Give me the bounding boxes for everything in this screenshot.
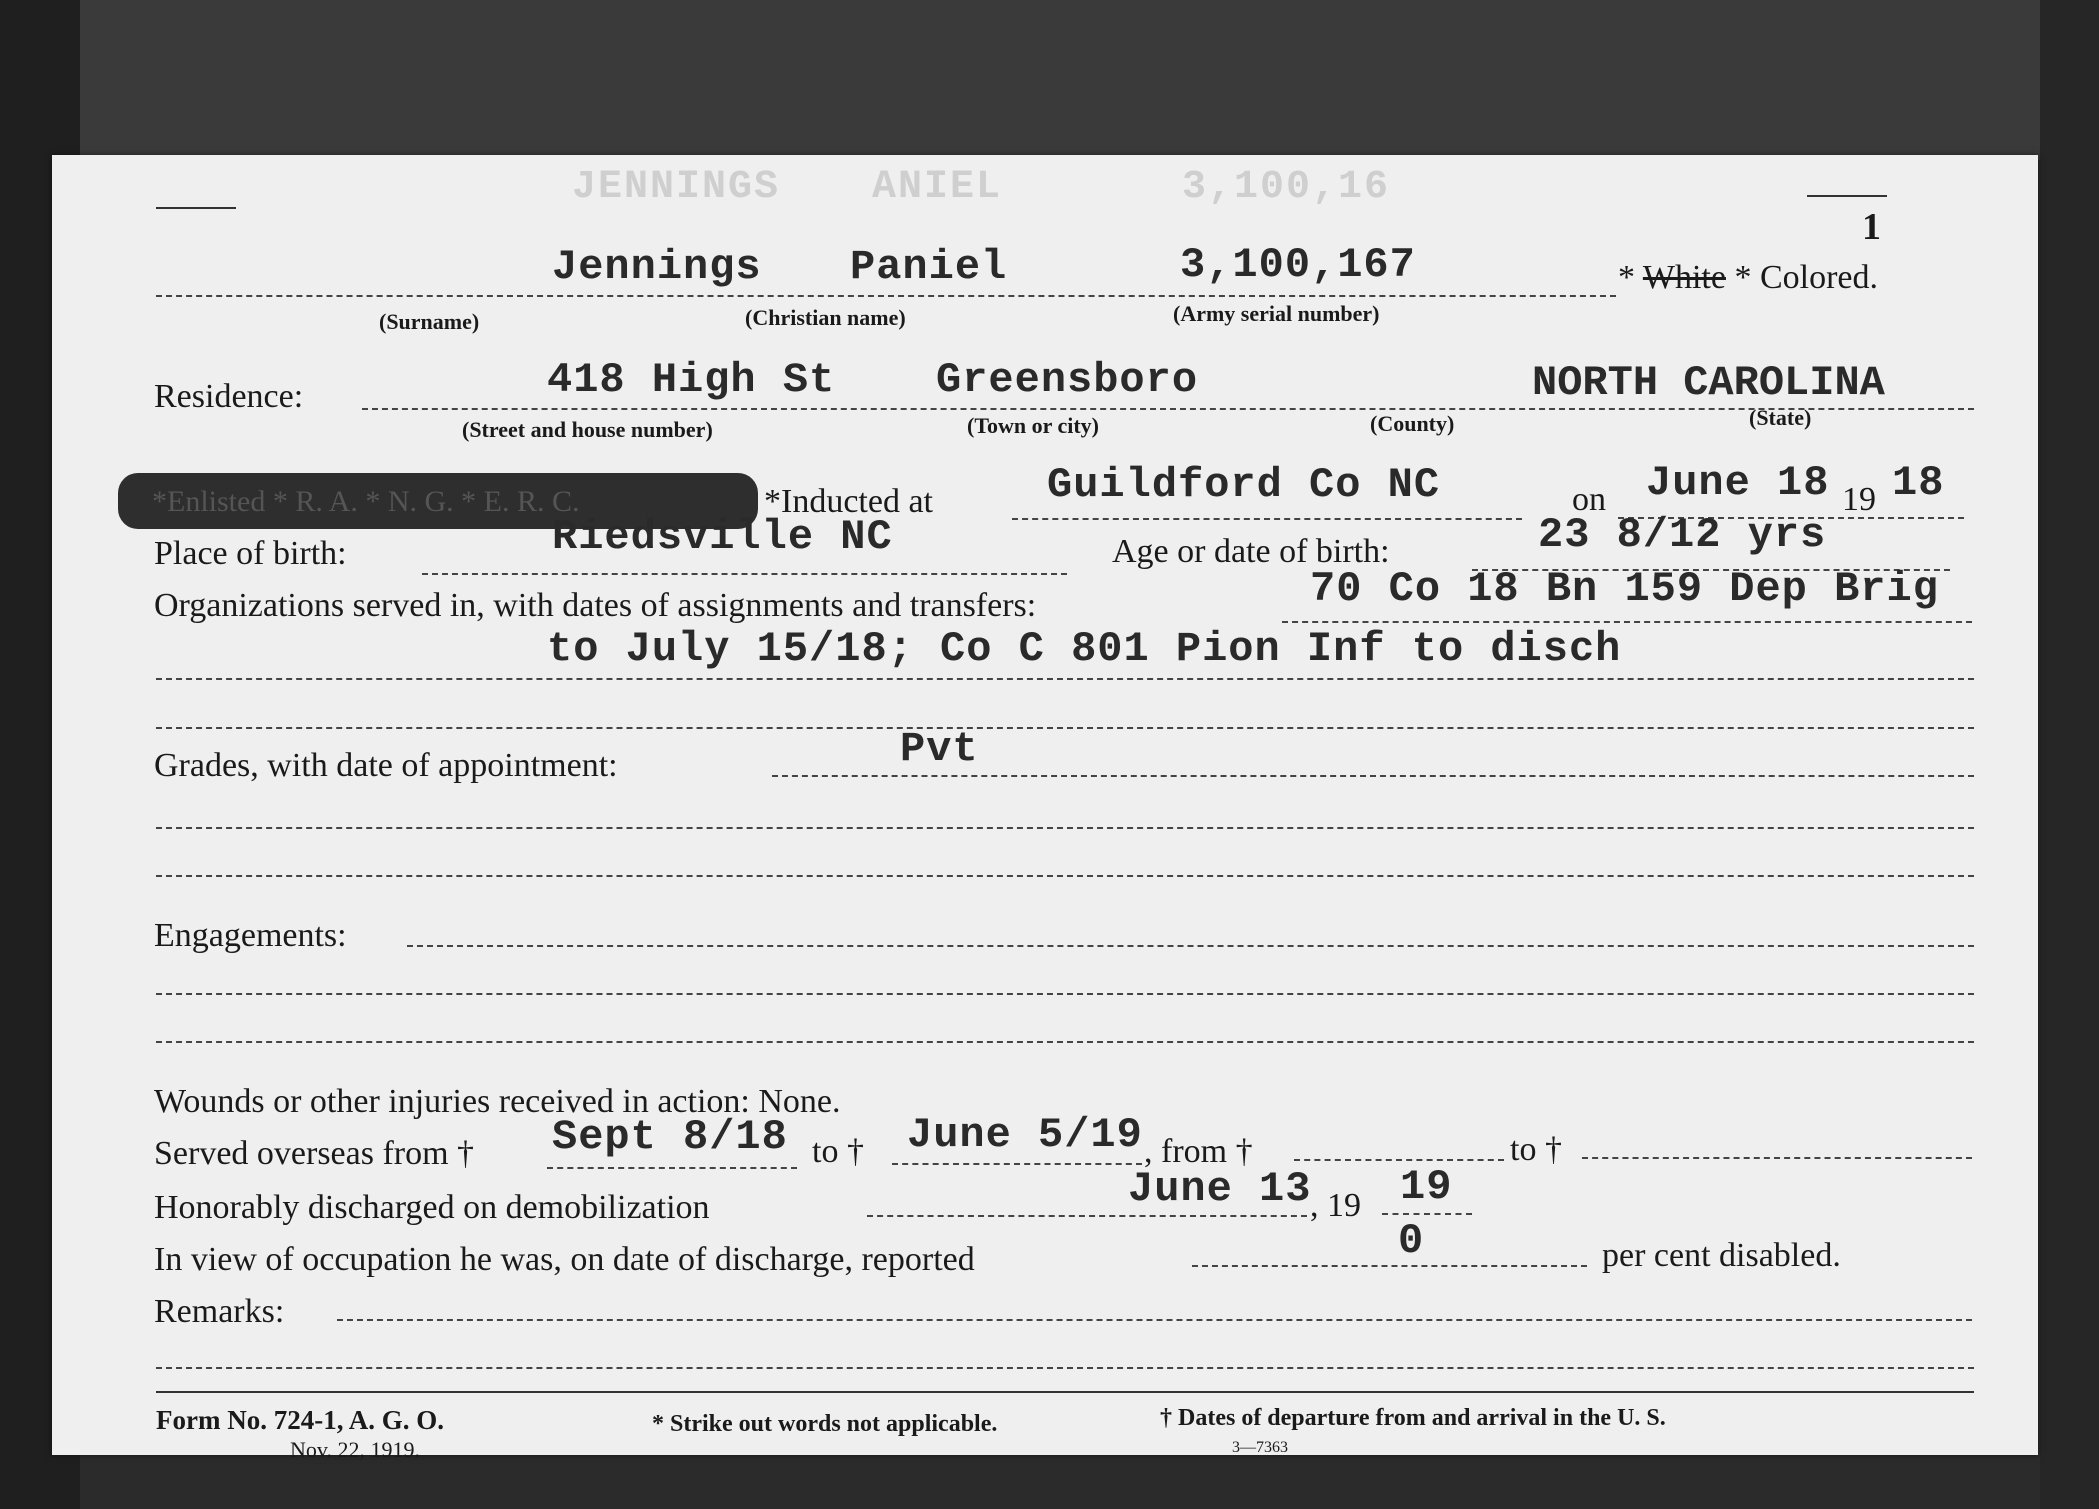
form-date: Nov. 22, 1919. xyxy=(290,1437,420,1462)
overseas-to-label: to † xyxy=(812,1133,864,1170)
form-number: Form No. 724-1, A. G. O. xyxy=(156,1405,444,1435)
grades-line1 xyxy=(772,775,1974,777)
disability-line xyxy=(1192,1265,1587,1267)
inducted-date: June 18 xyxy=(1646,459,1830,507)
disability-value: 0 xyxy=(1398,1217,1425,1265)
remarks-line1 xyxy=(337,1319,1972,1321)
residence-state: NORTH CAROLINA xyxy=(1532,359,1885,407)
surname-label: (Surname) xyxy=(379,309,480,334)
serial-number-label: (Army serial number) xyxy=(1173,301,1380,326)
grades-line3 xyxy=(156,875,1974,877)
discharge-year-line xyxy=(1382,1213,1472,1215)
residence-street: 418 High St xyxy=(547,356,836,404)
overseas-from-label: Served overseas from † xyxy=(154,1135,475,1172)
surname-value: Jennings xyxy=(552,243,762,291)
overseas-from-date: Sept 8/18 xyxy=(552,1113,788,1161)
grades-line2 xyxy=(156,827,1974,829)
inducted-place-line xyxy=(1012,518,1522,520)
county-label: (County) xyxy=(1370,411,1455,436)
town-label: (Town or city) xyxy=(967,413,1099,438)
organizations-line3-rule xyxy=(156,727,1974,729)
bleed-through-serial: 3,100,16 xyxy=(1182,165,1391,210)
grades-value: Pvt xyxy=(900,725,979,773)
overseas-to2-label: to † xyxy=(1510,1131,1562,1168)
enlisted-options-smudged: *Enlisted * R. A. * N. G. * E. R. C. xyxy=(152,485,580,518)
footer-rule xyxy=(156,1391,1974,1393)
overseas-from2-line xyxy=(1294,1159,1504,1161)
inducted-at-label: *Inducted at xyxy=(764,483,933,520)
age-value: 23 8/12 yrs xyxy=(1538,511,1827,559)
remarks-line2 xyxy=(156,1367,1974,1369)
dates-note: † Dates of departure from and arrival in the U. S. xyxy=(1160,1405,1666,1431)
place-of-birth-value: Riedsville NC xyxy=(552,513,893,561)
organizations-line1-rule xyxy=(1282,621,1972,623)
discharge-year-prefix: , 19 xyxy=(1310,1187,1361,1224)
grades-label: Grades, with date of appointment: xyxy=(154,747,618,784)
age-label: Age or date of birth: xyxy=(1112,533,1390,570)
organizations-label: Organizations served in, with dates of assignments and transfers: xyxy=(154,587,1037,624)
race-prefix: * xyxy=(1618,259,1643,296)
discharge-year: 19 xyxy=(1400,1163,1453,1211)
race-struck-white: White xyxy=(1642,259,1726,296)
name-row-line xyxy=(156,295,1616,297)
race-colored: * Colored. xyxy=(1725,259,1879,296)
residence-town: Greensboro xyxy=(936,356,1199,404)
scanner-background-right xyxy=(2040,0,2099,1509)
overseas-from2-label: , from † xyxy=(1144,1133,1253,1170)
disability-suffix: per cent disabled. xyxy=(1602,1237,1841,1274)
top-left-rule xyxy=(156,207,236,209)
engagements-line3 xyxy=(156,1041,1974,1043)
inducted-year: 18 xyxy=(1892,459,1945,507)
service-record-card xyxy=(52,155,2038,1462)
engagements-line1 xyxy=(407,945,1974,947)
top-right-rule xyxy=(1807,195,1887,197)
inducted-year-prefix: 19 xyxy=(1842,481,1876,518)
place-of-birth-line xyxy=(422,573,1067,575)
bleed-through-surname: JENNINGS xyxy=(572,165,781,210)
engagements-label: Engagements: xyxy=(154,917,347,954)
card-number: 1 xyxy=(1862,206,1881,248)
state-label: (State) xyxy=(1749,405,1812,430)
strike-out-note: * Strike out words not applicable. xyxy=(652,1411,998,1437)
race-field xyxy=(1618,259,1878,297)
place-of-birth-label: Place of birth: xyxy=(154,535,347,572)
overseas-to2-line xyxy=(1582,1157,1972,1159)
overseas-to-date: June 5/19 xyxy=(907,1111,1143,1159)
discharge-date-line xyxy=(867,1215,1307,1217)
organizations-line1: 70 Co 18 Bn 159 Dep Brig xyxy=(1310,565,1939,613)
organizations-line2-rule xyxy=(156,678,1974,680)
organizations-line2: to July 15/18; Co C 801 Pion Inf to disch xyxy=(547,625,1622,673)
engagements-line2 xyxy=(156,993,1974,995)
wounds-text: Wounds or other injuries received in action: None. xyxy=(154,1083,841,1120)
overseas-to-line xyxy=(892,1163,1142,1165)
bleed-through-name: ANIEL xyxy=(872,165,1003,210)
scanner-background-top xyxy=(0,0,2099,160)
christian-name-value: Paniel xyxy=(850,243,1008,291)
inducted-on-label: on xyxy=(1572,481,1606,518)
street-label: (Street and house number) xyxy=(462,417,713,442)
residence-line xyxy=(362,408,1974,410)
serial-number-value: 3,100,167 xyxy=(1180,241,1416,289)
discharge-date: June 13 xyxy=(1128,1165,1312,1213)
remarks-label: Remarks: xyxy=(154,1293,285,1330)
residence-label: Residence: xyxy=(154,378,304,415)
discharge-label: Honorably discharged on demobilization xyxy=(154,1189,710,1226)
disability-label: In view of occupation he was, on date of discharge, reported xyxy=(154,1241,975,1278)
printer-mark: 3—7363 xyxy=(1232,1439,1288,1456)
inducted-place: Guildford Co NC xyxy=(1047,461,1441,509)
christian-name-label: (Christian name) xyxy=(745,305,906,330)
overseas-from-line xyxy=(547,1167,797,1169)
